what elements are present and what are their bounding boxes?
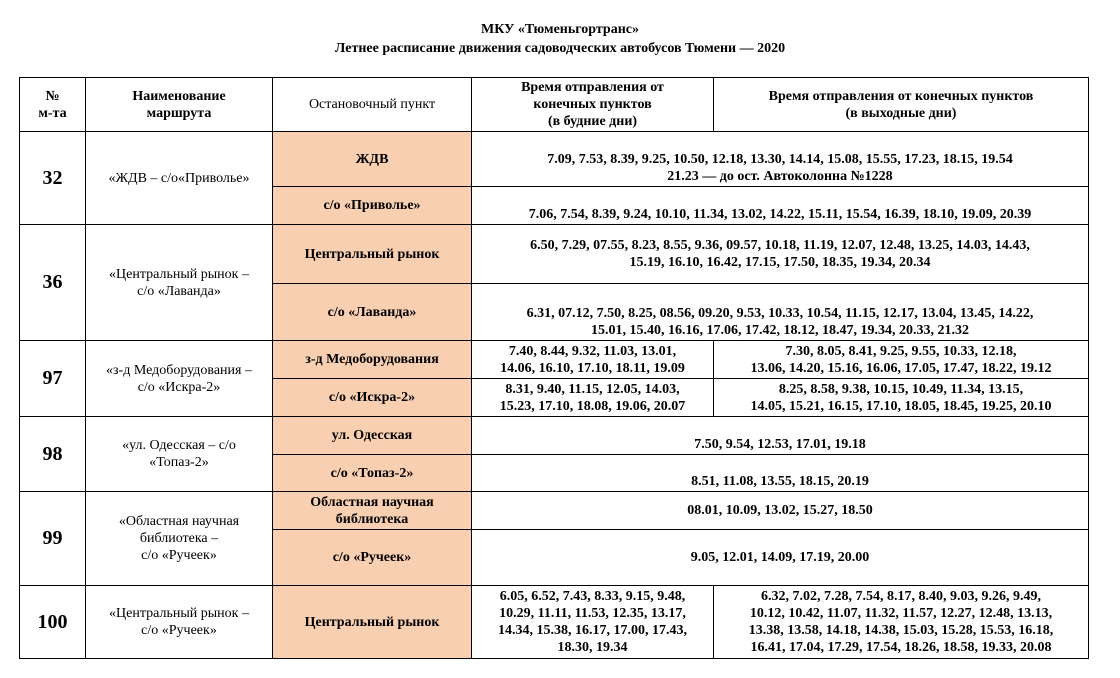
weekend-times: 7.30, 8.05, 8.41, 9.25, 9.55, 10.33, 12.18, 13.06, 14.20, 15.16, 16.06, 17.05, 17.47, 18.22, 19.12 [714,341,1089,379]
stop-name: с/о «Приволье» [273,187,472,225]
stop-name: з-д Медоборудования [273,341,472,379]
route-name: «Центральный рынок – с/о «Лаванда» [86,225,273,341]
table-row [20,492,1089,530]
route-number: 99 [20,492,86,586]
weekday-times: 8.31, 9.40, 11.15, 12.05, 14.03, 15.23, 17.10, 18.08, 19.06, 20.07 [472,379,714,417]
departure-times: 9.05, 12.01, 14.09, 17.19, 20.00 [472,530,1089,586]
stop-name: Центральный рынок [273,586,472,659]
weekday-times: 6.05, 6.52, 7.43, 8.33, 9.15, 9.48, 10.29, 11.11, 11.53, 12.35, 13.17, 14.34, 15.38, 16.17, 17.00, 17.43, 18.30, 19.34 [472,586,714,659]
weekend-times: 6.32, 7.02, 7.28, 7.54, 8.17, 8.40, 9.03, 9.26, 9.49, 10.12, 10.42, 11.07, 11.32, 11.57, 12.27, 12.48, 13.13, 13.38, 13.58, 14.18, 14.38, 15.03, 15.28, 15.53, 16.18, 16.41, 17.04, 17.29, 17.54, 18.26, 18.58, 19.33, 20.08 [714,586,1089,659]
header-row [20,78,1089,132]
route-name: «Областная научная библиотека – с/о «Ручеек» [86,492,273,586]
col-header-stop: Остановочный пункт [273,78,472,132]
stop-name: ул. Одесская [273,417,472,455]
table-row [20,417,1089,455]
route-name: «з-д Медоборудования – с/о «Искра-2» [86,341,273,417]
route-number: 98 [20,417,86,492]
stop-name: Областная научная библиотека [273,492,472,530]
table-row [20,341,1089,379]
departure-times: 7.50, 9.54, 12.53, 17.01, 19.18 [472,417,1089,455]
route-number: 32 [20,132,86,225]
departure-times: 08.01, 10.09, 13.02, 15.27, 18.50 [472,492,1089,530]
departure-times: 8.51, 11.08, 13.55, 18.15, 20.19 [472,455,1089,492]
stop-name: с/о «Лаванда» [273,284,472,341]
route-number: 100 [20,586,86,659]
route-name: «Центральный рынок – с/о «Ручеек» [86,586,273,659]
col-header-route-name: Наименование маршрута [86,78,273,132]
stop-name: с/о «Ручеек» [273,530,472,586]
route-number: 97 [20,341,86,417]
route-number: 36 [20,225,86,341]
col-header-weekday-times: Время отправления от конечных пунктов (в будние дни) [472,78,714,132]
stop-name: с/о «Топаз-2» [273,455,472,492]
weekend-times: 8.25, 8.58, 9.38, 10.15, 10.49, 11.34, 13.15, 14.05, 15.21, 16.15, 17.10, 18.05, 18.45, 19.25, 20.10 [714,379,1089,417]
col-header-route-number: № м-та [20,78,86,132]
table-row [20,586,1089,659]
schedule-title: Летнее расписание движения садоводческих автобусов Тюмени — 2020 [334,41,786,56]
stop-name: Центральный рынок [273,225,472,284]
col-header-weekend-times: Время отправления от конечных пунктов (в выходные дни) [714,78,1089,132]
schedule-table [19,77,1089,659]
stop-name: ЖДВ [273,132,472,187]
stop-name: с/о «Искра-2» [273,379,472,417]
table-row [20,225,1089,284]
route-name: «ЖДВ – с/о«Приволье» [86,132,273,225]
weekday-times: 7.40, 8.44, 9.32, 11.03, 13.01, 14.06, 16.10, 17.10, 18.11, 19.09 [472,341,714,379]
org-title: МКУ «Тюменьгортранс» [481,22,639,37]
departure-times: 6.50, 7.29, 07.55, 8.23, 8.55, 9.36, 09.57, 10.18, 11.19, 12.07, 12.48, 13.25, 14.03, 14.43, 15.19, 16.10, 16.42, 17.15, 17.50, 18.35, 19.34, 20.34 [472,225,1089,284]
departure-times: 7.06, 7.54, 8.39, 9.24, 10.10, 11.34, 13.02, 14.22, 15.11, 15.54, 16.39, 18.10, 19.09, 20.39 [472,187,1089,225]
table-row [20,132,1089,187]
departure-times: 7.09, 7.53, 8.39, 9.25, 10.50, 12.18, 13.30, 14.14, 15.08, 15.55, 17.23, 18.15, 19.54 21.23 — до ост. Автоколонна №1228 [472,132,1089,187]
departure-times: 6.31, 07.12, 7.50, 8.25, 08.56, 09.20, 9.53, 10.33, 10.54, 11.15, 12.17, 13.04, 13.45, 14.22, 15.01, 15.40, 16.16, 17.06, 17.42, 18.12, 18.47, 19.34, 20.33, 21.32 [472,284,1089,341]
route-name: «ул. Одесская – с/о «Топаз-2» [86,417,273,492]
